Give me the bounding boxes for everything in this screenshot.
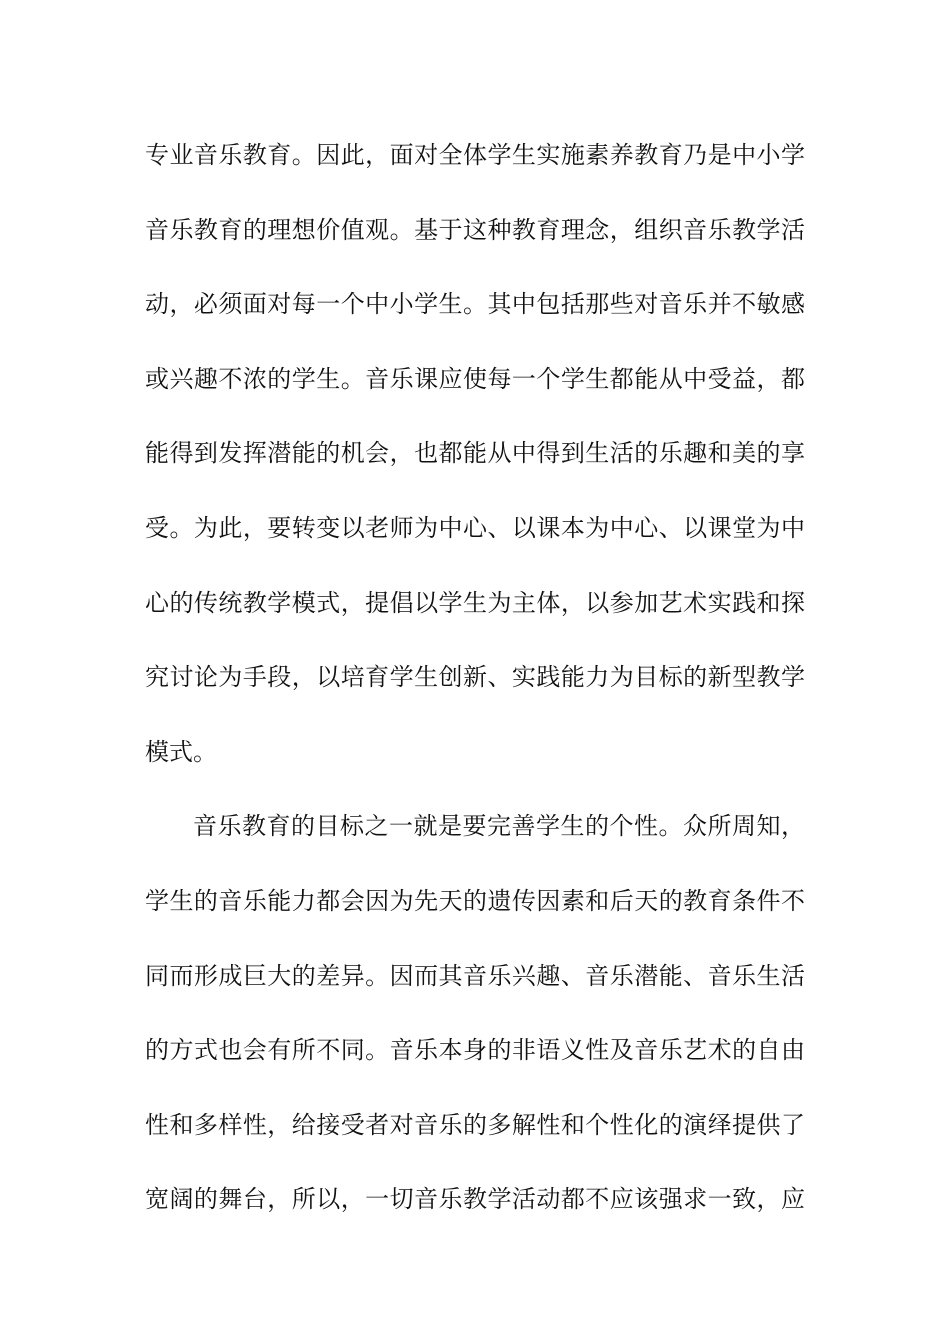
- text-line: 或兴趣不浓的学生。音乐课应使每一个学生都能从中受益，都: [145, 364, 805, 393]
- body-text: [145, 130, 805, 1249]
- text-line: 专业音乐教育。因此，面对全体学生实施素养教育乃是中小学: [145, 141, 805, 169]
- text-line: 心的传统教学模式，提倡以学生为主体，以参加艺术实践和探: [145, 588, 805, 617]
- text-line: 动，必须面对每一个中小学生。其中包括那些对音乐并不敏感: [145, 290, 805, 319]
- text-line: 能得到发挥潜能的机会，也都能从中得到生活的乐趣和美的享: [145, 439, 805, 468]
- text-line: 音乐教育的目标之一就是要完善学生的个性。众所周知，: [193, 812, 805, 841]
- paragraph-1: [145, 130, 805, 801]
- text-line: 音乐教育的理想价值观。基于这种教育理念，组织音乐教学活: [145, 215, 805, 244]
- text-line: 受。为此，要转变以老师为中心、以课本为中心、以课堂为中: [145, 513, 805, 542]
- text-line: 模式。: [145, 737, 217, 766]
- paragraph-2: [145, 801, 805, 1249]
- text-line: 宽阔的舞台，所以，一切音乐教学活动都不应该强求一致，应: [145, 1185, 805, 1214]
- text-line: 学生的音乐能力都会因为先天的遗传因素和后天的教育条件不: [145, 886, 805, 915]
- text-line: 的方式也会有所不同。音乐本身的非语义性及音乐艺术的自由: [145, 1036, 805, 1065]
- text-line: 究讨论为手段，以培育学生创新、实践能力为目标的新型教学: [145, 663, 805, 692]
- text-line: 性和多样性，给接受者对音乐的多解性和个性化的演绎提供了: [145, 1110, 805, 1139]
- text-line: 同而形成巨大的差异。因而其音乐兴趣、音乐潜能、音乐生活: [145, 961, 805, 990]
